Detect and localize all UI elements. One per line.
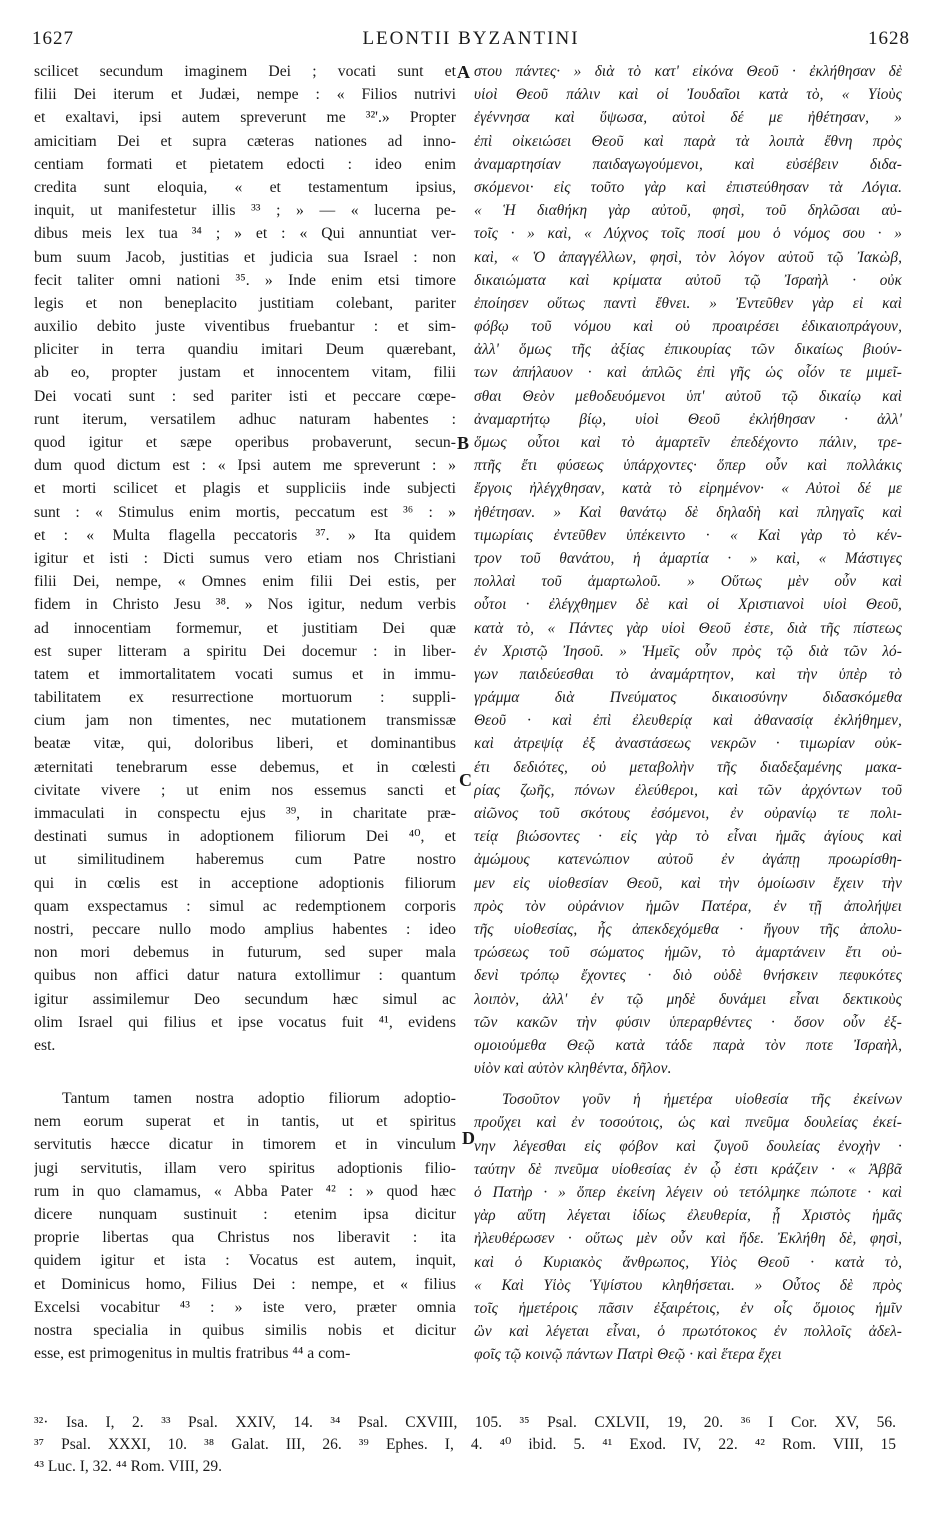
text-line: ἐπὶ οἰκειώσει Θεοῦ καὶ παρὰ τὰ λοιπὰ ἔθνη πρὸς [474,132,902,150]
text-line: ἐποίησεν οὕτως παντὶ ἔθνει. » Ἐντεῦθεν γὰρ εἰ καὶ [474,294,902,312]
section-marker-a: A [457,62,470,82]
text-line: destinati sumus in adoptionem filiorum Dei ⁴⁰, et [34,828,456,846]
text-line: nostri, peccare nullo modo amplius habentes : ideo [34,920,456,938]
text-line: αἰῶνος τοῦ σκότους ἐσόμενοι, ἐν οὐρανίῳ τε πολι- [474,805,902,822]
text-line: λοιπὸν, ἀλλ' ἐν τῷ μηδὲ δυνάμει εἶναι δεκτικοὺς [474,990,902,1008]
text-line: προὔχει καὶ ἐν τοσούτοις, ὡς καὶ πνεῦμα δουλείας ἐκεί- [474,1114,902,1132]
text-line: fidem in Christo Jesu ³⁸. » Nos igitur, nedum verbis [34,596,456,614]
text-line: ἠθέτησαν. » Καὶ θανάτῳ δὲ δηλαδὴ καὶ πληγαῖς καὶ [474,503,902,521]
latin-column [34,60,456,1365]
text-line: non mori debemus in futurum, sed super mala [34,944,456,962]
text-line: τιμωρίαις ἐντεῦθεν ὑπέκειντο · « Καὶ γὰρ τὸ κέν- [474,526,902,544]
text-line: sunt : « Stimulus enim mortis, peccatum est ³⁶ : » [34,503,456,521]
text-line: καὶ, « Ὁ ἀπαγγέλλων, φησὶ, τὸν λόγον αὐτοῦ τῷ Ἰακὼβ, [474,248,902,266]
text-line: των ἀπήλαυον · καὶ ἁπλῶς ἐπὶ γῆς ὡς οἷόν τε μιμεῖ- [474,364,902,382]
text-line: quam exspectamus : simul ac redemptionem corporis [34,897,456,915]
text-line: cium jam non timentes, nec mutationem transmissæ [34,712,456,730]
text-line: καὶ ἀτρεψίᾳ ἐξ ἀναστάσεως νεκρῶν · τιμωρίαν οὐκ- [474,735,902,753]
text-line: qui in cœlis est in acceptione adoptionis filiorum [34,874,456,892]
text-line: esse, est primogenitus in multis fratribus ⁴⁴ a com- [34,1345,351,1363]
text-line: νην λέγεσθαι εἰς φόβον καὶ ζυγοῦ δουλείας ἐνοχὴν · [474,1137,902,1155]
text-line: æternitati tenebrarum esse debemus, et in cœlesti [34,758,456,776]
text-line: dibus meis lex tua ³⁴ ; » et : « Qui annuntiat ver- [34,225,456,243]
text-line: κατὰ τὸ, « Πάντες γὰρ υἱοὶ Θεοῦ ἐστε, διὰ τῆς πίστεως [474,619,902,637]
text-line: γων παιδεύεσθαι τὸ ἀναμάρτητον, καὶ τὴν ὑπὲρ τὸ [474,665,902,683]
text-line: quidem igitur et ista : Vocatus est autem, inquit, [34,1252,456,1270]
text-line: οὗτοι · ἐλέγχθημεν δὲ καὶ οἱ Χριστιανοὶ υἱοὶ Θεοῦ, [474,596,902,614]
text-line: inquit, ut manifestetur illis ³³ ; » — « lucerna pe- [34,202,456,220]
text-line: ὅμως οὗτοι καὶ τὸ ἁμαρτεῖν ἐπεδέχοντο πάλιν, τρε- [474,434,902,451]
paragraph-gap [474,1080,902,1088]
text-line: τῆς υἱοθεσίας, ἧς ἀπεκδεχόμεθα · ἤγουν τῆς ἀπολυ- [474,920,902,938]
text-line: στου πάντες· » διὰ τὸ κατ' εἰκόνα Θεοῦ · ἐκλήθησαν δὲ [474,63,902,80]
text-line: nostra specialia in quibus similis nobis et dicitur [34,1321,456,1339]
text-line: tatem et immortalitatem vocati sumus et in immu- [34,665,456,683]
page-number-left: 1627 [32,28,74,49]
text-line: ab eo, propter justam et innocentem vitam, filii [34,364,456,382]
text-line: Dei vocati sunt : sed pariter isti et peccare cœpe- [34,387,456,405]
text-line: τρον τοῦ θανάτου, ἡ ἁμαρτία · » καὶ, « Μάστιγες [474,549,902,567]
text-line: nem eorum superat et in tantis, ut et spiritus [34,1113,456,1131]
text-line: beatæ vitæ, qui, doloribus liberi, et dominantibus [34,735,456,753]
text-line: υἱὸν καὶ αὐτὸν κληθέντα, δῆλον. [474,1060,672,1078]
text-line: μεν εἰς υἱοθεσίαν Θεοῦ, καὶ τὴν ὁμοίωσιν ἔχειν τὴν [474,874,902,892]
text-line: scilicet secundum imaginem Dei ; vocati sunt et [34,63,456,80]
text-line: φόβῳ τοῦ νόμου καὶ οὐ προαιρέσει ἐδικαιοπράγουν, [474,318,902,336]
text-line: ἀλλ' ὅμως τῆς ἀξίας ἐπικουρίας τῶν δικαίως βιούν- [474,341,902,359]
text-line: ἐν Χριστῷ Ἰησοῦ. » Ἡμεῖς οὖν πρὸς τῷ διὰ τῶν λό- [474,642,902,660]
text-line: igitur et isti : Dicti sumus vero etiam nos Christiani [34,549,456,567]
text-line: Tantum tamen nostra adoptio filiorum adoptio- [62,1090,456,1108]
text-line: φοῖς τῷ κοινῷ πάντων Πατρὶ Θεῷ · καὶ ἕτερα ἔχει [474,1346,782,1364]
text-line: τείᾳ βιώσοντες · εἰς γὰρ τὸ εἶναι ἡμᾶς ἁγίους καὶ [474,828,902,846]
section-marker-b: B [457,433,470,453]
text-line: τοῖς ἡμετέροις πᾶσιν ἐξαιρέτοις, ἐν οἷς ὅμοιος ἡμῖν [474,1299,902,1317]
text-line: Τοσοῦτον γοῦν ἡ ἡμετέρα υἱοθεσία τῆς ἐκείνων [502,1091,902,1109]
text-line: δικαιώματα καὶ κρίματα αὐτοῦ τῷ Ἰσραὴλ · οὐκ [474,271,902,289]
text-line: τῶν κακῶν τὴν φύσιν ὑπεραρθέντες · ὅσον οὖν ἐξ- [474,1013,902,1031]
text-line: ἔργοις ἠλέγχθησαν, κατὰ τὸ εἰρημένον· « Αὐτοὶ δέ με [474,480,902,498]
text-line: ομοιούμεθα Θεῷ κατὰ τάδε παρὰ τὸν ποτε Ἰσραὴλ, [474,1036,902,1054]
footnote-line: ⁴³ Luc. I, 32. ⁴⁴ Rom. VIII, 29. [34,1458,223,1475]
footnote-line: ³²· Isa. I, 2. ³³ Psal. XXIV, 14. ³⁴ Psal. CXVIII, 105. ³⁵ Psal. CXLVII, 19, 20. ³⁶ I Cor. XV, 56. [34,1414,896,1431]
text-line: est super litteram a spiritu Dei docemur : in liber- [34,642,456,660]
section-marker-c: C [459,770,472,790]
footnote-line: ³⁷ Psal. XXXI, 10. ³⁸ Galat. III, 26. ³⁹ Ephes. I, 4. ⁴⁰ ibid. 5. ⁴¹ Exod. IV, 22. ⁴² Rom. VIII, 15 [34,1436,896,1453]
text-line: υἱοὶ Θεοῦ πάλιν καὶ οἱ Ἰουδαῖοι κατὰ τὸ, « Υἱοὺς [474,86,902,104]
text-line: σκόμενοι· εἰς τοῦτο γὰρ καὶ ἐπιστεύθησαν τὰ Λόγια. [474,178,902,196]
text-line: centiam formati et pietatem edocti : ideo enim [34,155,456,173]
text-line: filii Dei iterum et Judæi, nempe : « Filios nutrivi [34,86,456,104]
text-line: et morti scilicet et plagis et suppliciis inde subjecti [34,480,456,498]
text-line: Excelsi vocabitur ⁴³ : » iste vero, præter omnia [34,1298,456,1316]
text-line: σθαι Θεὸν μεθοδευόμενοι ὑπ' αὐτοῦ τῷ δικαίῳ καὶ [474,387,902,405]
greek-column [474,60,902,1367]
text-line: credita sunt eloquia, « et testamentum ipsius, [34,178,456,196]
text-line: jugi servitutis, illam vero spiritus adoptionis filio- [34,1159,456,1177]
section-marker-d: D [462,1128,475,1148]
text-line: runt iterum, versatilem adhuc naturam habentes : [34,410,456,428]
page-number-right: 1628 [868,28,910,49]
text-line: τοῖς · » καὶ, « Λύχνος τοῖς ποσί μου ὁ νόμος σου · » [474,225,902,243]
running-header [32,28,910,56]
text-line: pliciter in terra quandiu imitari Deum quærebant, [34,341,456,359]
text-line: civitate vivere ; ut enim nos essemus sancti et [34,781,456,799]
text-line: ἀναμαρτήτῳ βίῳ, υἱοὶ Θεοῦ ἐκλήθησαν · ἀλλ' [474,410,902,428]
text-line: immaculati in conspectu ejus ³⁹, in charitate præ- [34,805,456,822]
running-title: LEONTII BYZANTINI [362,28,580,49]
text-line: έτι δεδιότες, οὐ μεταβολὴν τῆς διαδεξαμένης μακα- [474,758,902,776]
text-line: ταύτην δὲ πνεῦμα υἱοθεσίας ἐν ᾧ ἐστι κράζειν · « Ἀββᾶ [474,1160,902,1178]
text-line: servitutis hæcce dicatur in timorem et in vinculum [34,1136,456,1154]
text-line: ἐγέννησα καὶ ὕψωσα, αὐτοὶ δέ με ἠθέτησαν, » [474,109,902,127]
text-line: τρώσεως τοῦ σώματος ἡμῶν, τὸ ἁμαρτάνειν ἔτι οὐ- [474,944,902,962]
text-line: ἀναμαρτησίαν παιδαγωγούμενοι, καὶ εὐσέβειν διδα- [474,155,902,173]
text-line: dicere nunquam sustinuit : etenim ipsa dicitur [34,1206,456,1223]
text-line: πτῆς ἔτι φύσεως ὑπάρχοντες· ὅπερ οὖν καὶ πολλάκις [474,457,902,475]
text-line: fecit taliter omni nationi ³⁵. » Inde enim etsi timore [34,271,456,289]
text-line: et Dominicus homo, Filius Dei : nempe, et « filius [34,1275,456,1293]
paragraph-gap [34,1057,456,1087]
text-line: dum quod dictum est : « Ipsi autem me spreverunt : » [34,457,456,475]
text-line: tabilitatem ex resurrectione mortuorum : suppli- [34,689,456,707]
text-line: amicitiam Dei et supra cæteras nationes ad inno- [34,132,456,150]
text-line: est. [34,1036,56,1054]
text-line: Θεοῦ · καὶ ἐπὶ ἐλευθερίᾳ καὶ ἀθανασίᾳ ἐκλήθημεν, [474,712,902,730]
text-line: γὰρ αὕτη λέγεται ἰδίως ἐλευθερία, ᾗ Χριστὸς ἡμᾶς [474,1207,902,1225]
text-line: « Ἡ διαθήκη γὰρ αὐτοῦ, φησὶ, τοῦ δηλῶσαι αὐ- [474,202,902,220]
text-line: et : « Multa flagella peccatoris ³⁷. » Ita quidem [34,526,456,544]
text-line: γράμμα διὰ Πνεύματος δικαιοσύνην διδασκόμεθα [474,689,902,707]
text-line: ad innocentiam formemur, et justitiam Dei quæ [34,619,456,637]
text-line: δενὶ τρόπῳ ἔχοντες · διὸ οὐδὲ θνήσκειν πεφυκότες [474,967,902,985]
text-line: πολλαὶ τοῦ ἁμαρτωλοῦ. » Οὕτως μὲν οὖν καὶ [474,573,902,591]
text-line: legis et non beneplacito justitiam colebant, pariter [34,294,456,312]
text-line: et exaltavi, ipsi autem spreverunt me ³²'.» Propter [34,109,456,127]
text-line: proprie libertas qua Christus nos liberavit : ita [34,1229,456,1247]
text-line: « Καὶ Υἱὸς Ὑψίστου κληθήσεται. » Οὗτος δὲ πρὸς [474,1276,902,1294]
text-line: ἀμώμους κατενώπιον αὐτοῦ ἐν ἀγάπῃ προωρίσθη- [474,851,902,869]
text-line: igitur assimilemur Deo secundum hæc simul ac [34,990,456,1008]
text-line: ὢν καὶ λέγεται εἶναι, ὁ πρωτότοκος ἐν πολλοῖς ἀδελ- [474,1323,902,1341]
text-line: ut similitudinem haberemus cum Patre nostro [34,851,456,869]
text-line: quibus non affici datur natura extollimur : quantum [34,967,456,985]
text-line: πρὸς τὸν οὐράνιον ἡμῶν Πατέρα, ἐν τῇ ἀπολήψει [474,897,902,915]
text-line: ἠλευθέρωσεν · οὕτως μὲν οὖν καὶ ἥδε. Ἐκλήθη δὲ, φησὶ, [474,1230,902,1248]
text-line: quod igitur et sæpe operibus probaverunt, secun- [34,434,456,451]
text-line: ὁ Πατὴρ · » ὅπερ ἐκείνη λέγειν οὐ τετόλμηκε πώποτε · καὶ [474,1184,902,1201]
text-line: filii Dei, nempe, « Omnes enim filii Dei estis, per [34,573,456,591]
text-line: καὶ ὁ Κυριακὸς ἄνθρωπος, Υἱὸς Θεοῦ · κατὰ τὸ, [474,1253,902,1271]
text-line: bum suum Jacob, justitias et judicia sua Israel : non [34,248,456,266]
footnotes [34,1412,896,1478]
text-line: olim Israel qui filius et ipse vocatus fuit ⁴¹, evidens [34,1013,456,1031]
text-line: auxilio debito juste viventibus fruebantur : et sim- [34,318,456,336]
text-line: rum in quo clamamus, « Abba Pater ⁴² : » quod hæc [34,1182,456,1200]
text-line: ρίας ζωῆς, πόνων ἐλεύθεροι, καὶ τῶν ἀρχόντων τοῦ [474,781,902,799]
